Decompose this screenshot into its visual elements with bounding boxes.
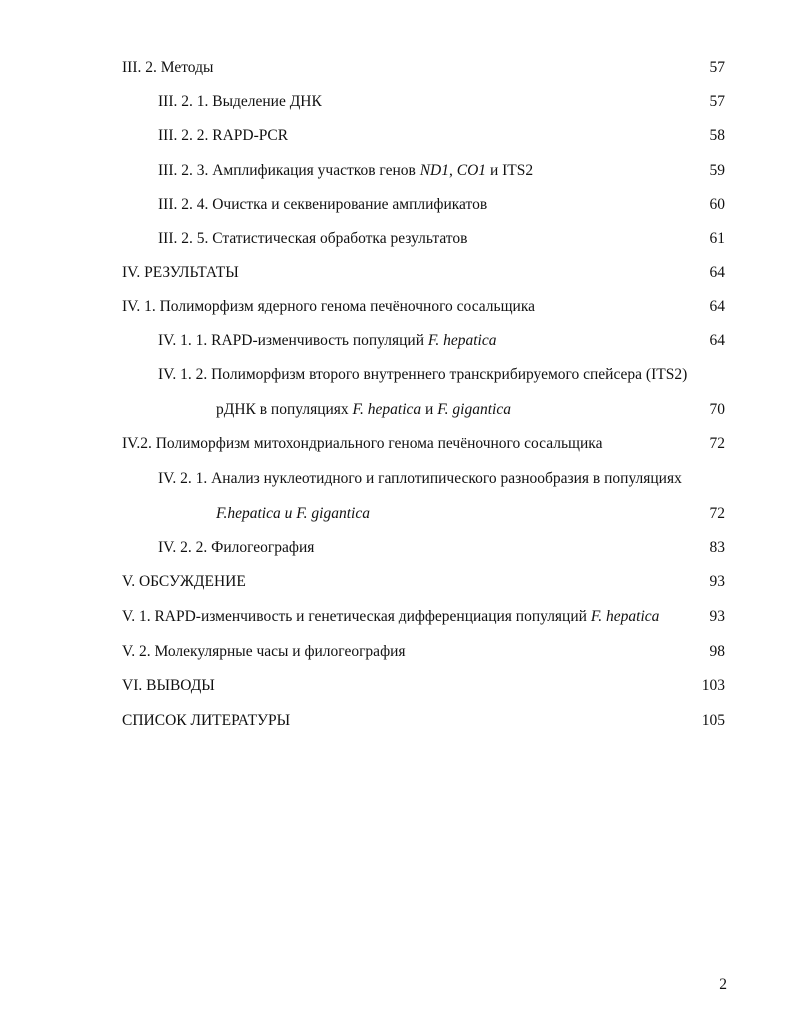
toc-entry — [0, 535, 799, 561]
toc-entry-page: 72 — [709, 505, 725, 522]
toc-entry — [0, 569, 799, 595]
toc-entry — [0, 501, 799, 527]
toc-entry — [0, 55, 799, 81]
species-name: F. hepatica — [427, 332, 497, 349]
toc-entry-page: 57 — [709, 59, 725, 76]
toc-entry-page: 98 — [709, 643, 725, 660]
toc-entry-title: F.hepatica и F. gigantica — [216, 505, 370, 522]
toc-entry-title: V. ОБСУЖДЕНИЕ — [122, 573, 246, 590]
toc-title-text: и ITS2 — [486, 162, 534, 179]
toc-title-text: рДНК в популяциях — [216, 401, 353, 418]
toc-entry-page: 64 — [709, 264, 725, 281]
toc-entry-page: 83 — [709, 539, 725, 556]
toc-entry-page: 60 — [709, 196, 725, 213]
toc-entry-title: IV. РЕЗУЛЬТАТЫ — [122, 264, 239, 281]
toc-entry-title — [122, 604, 659, 630]
toc-entry-title: III. 2. Методы — [122, 59, 214, 76]
toc-entry — [0, 639, 799, 665]
species-name: F. gigantica — [437, 401, 511, 418]
toc-title-text: V. 1. RAPD-изменчивость и генетическая дифференциация популяций — [122, 608, 591, 625]
toc-entry-title: III. 2. 2. RAPD-PCR — [158, 127, 289, 144]
toc-entry — [0, 123, 799, 149]
toc-entry-page: 70 — [709, 401, 725, 418]
toc-entry-page: 105 — [701, 712, 725, 729]
toc-entry-title — [216, 397, 511, 423]
toc-entry — [0, 89, 799, 115]
toc-entry-title: VI. ВЫВОДЫ — [122, 677, 215, 694]
toc-title-text: III. 2. 3. Амплификация участков генов — [158, 162, 420, 179]
toc-entry-title: СПИСОК ЛИТЕРАТУРЫ — [122, 712, 291, 729]
toc-entry-page: 58 — [709, 127, 725, 144]
toc-entry-title — [158, 328, 496, 354]
toc-entry-page: 61 — [709, 230, 725, 247]
toc-entry-page: 64 — [709, 332, 725, 349]
toc-entry-page: 72 — [709, 435, 725, 452]
toc-entry-title: IV. 2. 2. Филогеография — [158, 539, 315, 556]
toc-entry-page: 93 — [709, 608, 725, 625]
toc-entry-page: 103 — [701, 677, 725, 694]
toc-entry-title: IV. 2. 1. Анализ нуклеотидного и гаплотипического разнообразия в популяциях — [158, 470, 682, 487]
toc-entry-title: III. 2. 1. Выделение ДНК — [158, 93, 322, 110]
species-name: F. hepatica — [352, 401, 422, 418]
toc-entry-title — [158, 158, 533, 184]
toc-entry — [0, 260, 799, 286]
toc-entry — [0, 294, 799, 320]
species-name: F. hepatica — [590, 608, 660, 625]
toc-entry — [0, 431, 799, 457]
toc-title-text: IV. 1. 1. RAPD-изменчивость популяций — [158, 332, 428, 349]
toc-entry — [0, 673, 799, 699]
toc-title-text: , — [449, 162, 457, 179]
toc-entry — [0, 158, 799, 184]
gene-name-nd1: ND1 — [419, 162, 450, 179]
toc-entry-page: 93 — [709, 573, 725, 590]
toc-entry-page: 57 — [709, 93, 725, 110]
toc-entry-title: V. 2. Молекулярные часы и филогеография — [122, 643, 406, 660]
toc-entry — [0, 604, 799, 630]
toc-entry-page: 59 — [709, 162, 725, 179]
toc-entry — [0, 362, 799, 388]
toc-entry — [0, 226, 799, 252]
toc-entry-title: IV. 1. Полиморфизм ядерного генома печёночного сосальщика — [122, 298, 535, 315]
toc-title-text: и — [421, 401, 438, 418]
toc-entry-page: 64 — [709, 298, 725, 315]
page-number: 2 — [719, 976, 727, 993]
toc-entry — [0, 466, 799, 492]
toc-entry — [0, 328, 799, 354]
toc-entry-title: III. 2. 5. Статистическая обработка результатов — [158, 230, 468, 247]
gene-name-co1: CO1 — [456, 162, 487, 179]
toc-entry-title: III. 2. 4. Очистка и секвенирование амплификатов — [158, 196, 488, 213]
toc-entry-title: IV.2. Полиморфизм митохондриального генома печёночного сосальщика — [122, 435, 603, 452]
toc-entry — [0, 708, 799, 734]
toc-entry — [0, 397, 799, 423]
toc-entry — [0, 192, 799, 218]
toc-entry-title: IV. 1. 2. Полиморфизм второго внутреннего транскрибируемого спейсера (ITS2) — [158, 366, 688, 383]
